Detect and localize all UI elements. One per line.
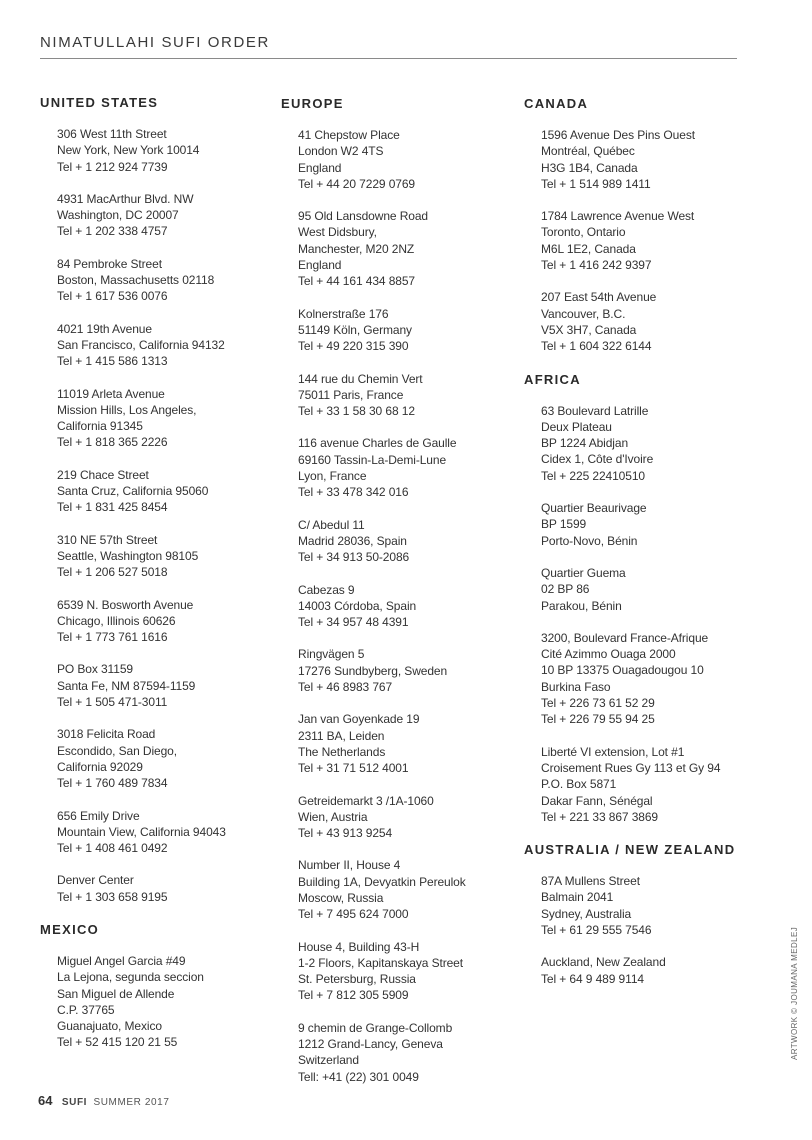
address-block xyxy=(541,873,754,938)
address-line: Cidex 1, Côte d'Ivoire xyxy=(541,452,654,467)
address-line: Balmain 2041 xyxy=(541,890,614,905)
address-line: Liberté VI extension, Lot #1 xyxy=(541,744,685,759)
address-line: Guanajuato, Mexico xyxy=(57,1019,162,1034)
address-line: Number II, House 4 xyxy=(298,858,401,873)
address-line: 51149 Köln, Germany xyxy=(298,322,412,337)
address-line: Building 1A, Devyatkin Pereulok xyxy=(298,874,466,889)
phone-line: Tel + 1 604 322 6144 xyxy=(541,339,652,354)
address-line: Denver Center xyxy=(57,873,134,888)
phone-line: Tel + 7 812 305 5909 xyxy=(298,988,409,1003)
address-block xyxy=(57,661,290,710)
address-line: San Francisco, California 94132 xyxy=(57,337,225,352)
address-line: Cabezas 9 xyxy=(298,582,355,597)
section-heading: EUROPE xyxy=(281,96,344,111)
address-line: California 92029 xyxy=(57,759,143,774)
address-line: Sydney, Australia xyxy=(541,906,632,921)
address-line: 41 Chepstow Place xyxy=(298,128,400,142)
address-line: Moscow, Russia xyxy=(298,890,384,905)
address-line: St. Petersburg, Russia xyxy=(298,972,416,987)
address-line: Dakar Fann, Sénégal xyxy=(541,793,653,808)
phone-line: Tel + 1 773 761 1616 xyxy=(57,630,168,645)
address-block xyxy=(298,793,531,842)
address-line: 144 rue du Chemin Vert xyxy=(298,371,423,386)
address-block xyxy=(57,872,290,905)
address-block xyxy=(57,386,290,451)
phone-line: Tel + 1 303 658 9195 xyxy=(57,889,168,904)
section-heading: AFRICA xyxy=(524,371,581,387)
address-line: Auckland, New Zealand xyxy=(541,955,666,970)
address-line: West Didsbury, xyxy=(298,225,377,240)
section-heading: AUSTRALIA / NEW ZEALAND xyxy=(524,842,736,858)
address-block xyxy=(541,744,754,825)
address-block xyxy=(298,435,531,500)
address-block xyxy=(541,630,754,728)
address-line: Washington, DC 20007 xyxy=(57,208,179,223)
address-section xyxy=(524,371,754,826)
address-line: 69160 Tassin-La-Demi-Lune xyxy=(298,452,447,467)
address-line: Switzerland xyxy=(298,1053,359,1068)
address-line: Kolnerstraße 176 xyxy=(298,306,389,321)
address-line: 9 chemin de Grange-Collomb xyxy=(298,1020,453,1035)
address-line: 1212 Grand-Lancy, Geneva xyxy=(298,1037,443,1052)
address-line: 75011 Paris, France xyxy=(298,387,404,402)
header-divider xyxy=(40,58,737,59)
address-block xyxy=(298,582,531,631)
address-line: 02 BP 86 xyxy=(541,582,590,597)
address-line: Quartier Beaurivage xyxy=(541,501,647,516)
phone-line: Tel + 49 220 315 390 xyxy=(298,339,409,354)
address-line: Jan van Goyenkade 19 xyxy=(298,712,420,727)
address-line: H3G 1B4, Canada xyxy=(541,160,638,175)
address-line: Lyon, France xyxy=(298,469,367,484)
address-line: M6L 1E2, Canada xyxy=(541,241,636,256)
phone-line: Tel + 1 514 989 1411 xyxy=(541,176,651,191)
address-line: Santa Cruz, California 95060 xyxy=(57,484,209,499)
phone-line: Tell: +41 (22) 301 0049 xyxy=(298,1069,419,1084)
address-block xyxy=(298,646,531,695)
address-line: 95 Old Lansdowne Road xyxy=(298,209,428,224)
address-line: Burkina Faso xyxy=(541,679,611,694)
phone-line: Tel + 33 1 58 30 68 12 xyxy=(298,404,415,419)
address-block xyxy=(298,208,531,289)
address-line: London W2 4TS xyxy=(298,144,384,159)
address-line: Escondido, San Diego, xyxy=(57,743,177,758)
artwork-credit: ARTWORK © JOUMANA MEDLEJ xyxy=(790,926,799,1060)
address-line: 1-2 Floors, Kapitanskaya Street xyxy=(298,955,463,970)
address-block xyxy=(298,306,531,355)
column-1 xyxy=(40,94,290,1067)
phone-line: Tel + 1 416 242 9397 xyxy=(541,258,652,273)
column-3 xyxy=(524,95,754,1003)
address-section xyxy=(524,841,754,987)
address-line: 14003 Córdoba, Spain xyxy=(298,598,417,613)
address-line: 116 avenue Charles de Gaulle xyxy=(298,436,457,451)
address-line: Madrid 28036, Spain xyxy=(298,533,407,548)
address-block xyxy=(57,467,290,516)
address-line: California 91345 xyxy=(57,419,143,434)
phone-line: Tel + 33 478 342 016 xyxy=(298,485,409,500)
address-line: C.P. 37765 xyxy=(57,1002,115,1017)
phone-line: Tel + 1 408 461 0492 xyxy=(57,841,168,856)
phone-line: Tel + 1 202 338 4757 xyxy=(57,224,168,239)
phone-line: Tel + 43 913 9254 xyxy=(298,826,393,841)
phone-line: Tel + 34 913 50-2086 xyxy=(298,550,410,565)
address-line: The Netherlands xyxy=(298,744,386,759)
address-line: New York, New York 10014 xyxy=(57,143,200,158)
section-heading: MEXICO xyxy=(40,921,100,937)
address-line: 4021 19th Avenue xyxy=(57,321,152,336)
address-line: Porto-Novo, Bénin xyxy=(541,533,638,548)
address-line: 3200, Boulevard France-Afrique xyxy=(541,630,709,645)
address-line: House 4, Building 43-H xyxy=(298,939,420,954)
address-block xyxy=(57,953,290,1051)
phone-line: Tel + 64 9 489 9114 xyxy=(541,971,644,986)
address-block xyxy=(57,808,290,857)
address-block xyxy=(57,321,290,370)
address-line: England xyxy=(298,258,342,273)
address-line: 2311 BA, Leiden xyxy=(298,728,385,743)
address-line: Quartier Guema xyxy=(541,565,626,580)
section-heading: CANADA xyxy=(524,96,589,111)
address-line: 656 Emily Drive xyxy=(57,808,140,823)
phone-line: Tel + 46 8983 767 xyxy=(298,680,393,695)
address-block xyxy=(57,726,290,791)
address-line: 306 West 11th Street xyxy=(57,127,167,141)
address-block xyxy=(298,1020,531,1085)
address-line: 1596 Avenue Des Pins Ouest xyxy=(541,128,695,142)
address-line: PO Box 31159 xyxy=(57,662,133,677)
address-line: Croisement Rues Gy 113 et Gy 94 xyxy=(541,760,721,775)
phone-line: Tel + 1 818 365 2226 xyxy=(57,435,168,450)
address-block xyxy=(541,403,754,484)
phone-line: Tel + 44 20 7229 0769 xyxy=(298,176,416,191)
address-line: Toronto, Ontario xyxy=(541,225,626,240)
column-2 xyxy=(281,95,531,1101)
address-section xyxy=(281,95,531,1085)
address-block xyxy=(298,857,531,922)
page-footer xyxy=(38,1093,170,1108)
address-line: Deux Plateau xyxy=(541,419,612,434)
magazine-name: SUFI xyxy=(61,1097,88,1108)
address-line: Mountain View, California 94043 xyxy=(57,824,226,839)
phone-line: Tel + 226 73 61 52 29 xyxy=(541,696,655,711)
address-line: BP 1599 xyxy=(541,517,587,532)
address-line: La Lejona, segunda seccion xyxy=(57,970,204,985)
address-line: Wien, Austria xyxy=(298,809,368,824)
address-line: Ringvägen 5 xyxy=(298,647,365,662)
address-block xyxy=(298,939,531,1004)
address-line: 63 Boulevard Latrille xyxy=(541,403,649,418)
address-line: Manchester, M20 2NZ xyxy=(298,241,415,256)
phone-line: Tel + 1 415 586 1313 xyxy=(57,354,168,369)
address-line: Parakou, Bénin xyxy=(541,598,622,613)
address-block xyxy=(57,597,290,646)
phone-line: Tel + 1 212 924 7739 xyxy=(57,159,168,174)
address-block xyxy=(57,256,290,305)
address-section xyxy=(40,921,290,1051)
address-line: 207 East 54th Avenue xyxy=(541,290,657,305)
address-line: San Miguel de Allende xyxy=(57,986,175,1001)
phone-line: Tel + 34 957 48 4391 xyxy=(298,615,409,630)
phone-line: Tel + 1 206 527 5018 xyxy=(57,565,168,580)
address-block xyxy=(541,289,754,354)
address-line: 310 NE 57th Street xyxy=(57,532,158,547)
address-line: Getreidemarkt 3 /1A-1060 xyxy=(298,793,434,808)
address-block xyxy=(541,565,754,614)
address-block xyxy=(57,191,290,240)
phone-line: Tel + 1 617 536 0076 xyxy=(57,289,168,304)
address-line: V5X 3H7, Canada xyxy=(541,322,637,337)
address-line: P.O. Box 5871 xyxy=(541,777,617,792)
address-line: Montréal, Québec xyxy=(541,144,635,159)
address-line: 17276 Sundbyberg, Sweden xyxy=(298,663,448,678)
address-block xyxy=(541,127,754,192)
address-line: 10 BP 13375 Ouagadougou 10 xyxy=(541,663,704,678)
phone-line: Tel + 44 161 434 8857 xyxy=(298,274,416,289)
phone-line: Tel + 221 33 867 3869 xyxy=(541,809,659,824)
section-heading: UNITED STATES xyxy=(40,95,159,110)
address-block xyxy=(57,532,290,581)
address-block xyxy=(57,126,290,175)
address-line: C/ Abedul 11 xyxy=(298,517,365,532)
address-line: Boston, Massachusetts 02118 xyxy=(57,273,215,288)
address-line: 84 Pembroke Street xyxy=(57,256,162,271)
address-block xyxy=(541,954,754,987)
address-line: 4931 MacArthur Blvd. NW xyxy=(57,191,194,206)
page-header-title: NIMATULLAHI SUFI ORDER xyxy=(40,34,270,51)
address-line: 6539 N. Bosworth Avenue xyxy=(57,597,194,612)
phone-line: Tel + 1 760 489 7834 xyxy=(57,776,168,791)
address-block xyxy=(541,208,754,273)
address-line: Miguel Angel Garcia #49 xyxy=(57,953,186,968)
address-block xyxy=(298,711,531,776)
address-block xyxy=(541,500,754,549)
address-block xyxy=(298,371,531,420)
address-line: 11019 Arleta Avenue xyxy=(57,386,165,401)
phone-line: Tel + 7 495 624 7000 xyxy=(298,907,409,922)
address-section xyxy=(40,94,290,905)
phone-line: Tel + 1 831 425 8454 xyxy=(57,500,168,515)
phone-line: Tel + 31 71 512 4001 xyxy=(298,761,409,776)
address-line: Cité Azimmo Ouaga 2000 xyxy=(541,647,676,662)
address-block xyxy=(298,517,531,566)
page-number: 64 xyxy=(38,1093,53,1108)
phone-line: Tel + 226 79 55 94 25 xyxy=(541,712,655,727)
phone-line: Tel + 61 29 555 7546 xyxy=(541,922,652,937)
address-line: 1784 Lawrence Avenue West xyxy=(541,209,695,224)
address-line: Mission Hills, Los Angeles, xyxy=(57,402,197,417)
address-line: Chicago, Illinois 60626 xyxy=(57,613,176,628)
phone-line: Tel + 225 22410510 xyxy=(541,468,645,483)
issue-label: SUMMER 2017 xyxy=(93,1097,170,1108)
address-block xyxy=(298,127,531,192)
address-section xyxy=(524,95,754,355)
address-line: 3018 Felicita Road xyxy=(57,727,156,742)
address-line: Seattle, Washington 98105 xyxy=(57,548,199,563)
address-line: Santa Fe, NM 87594-1159 xyxy=(57,678,196,693)
phone-line: Tel + 1 505 471-3011 xyxy=(57,695,168,710)
address-line: England xyxy=(298,160,342,175)
phone-line: Tel + 52 415 120 21 55 xyxy=(57,1035,178,1050)
address-line: 219 Chace Street xyxy=(57,467,149,482)
address-line: BP 1224 Abidjan xyxy=(541,436,629,451)
address-line: 87A Mullens Street xyxy=(541,874,640,889)
address-line: Vancouver, B.C. xyxy=(541,306,626,321)
